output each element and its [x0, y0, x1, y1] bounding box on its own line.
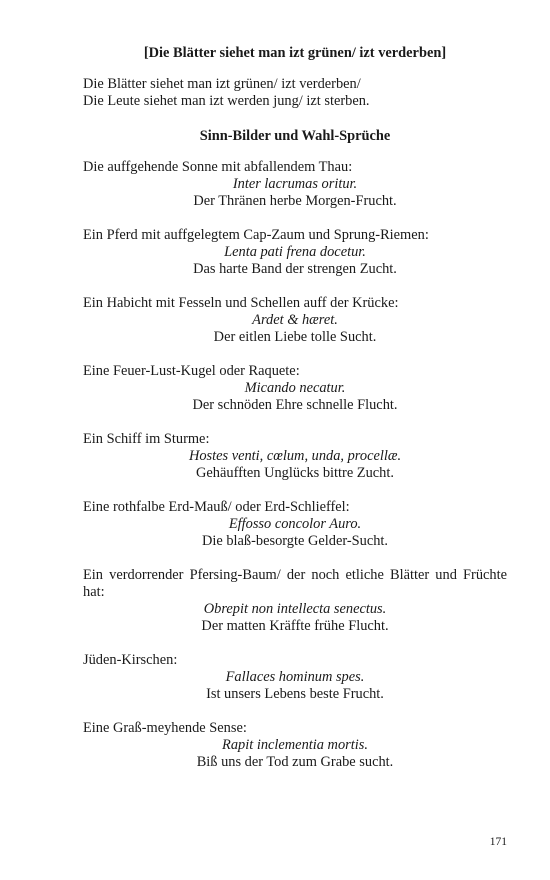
emblem-entry — [83, 295, 507, 346]
emblem-motto-german: Der eitlen Liebe tolle Sucht. — [213, 329, 377, 345]
emblem-description: Eine Graß-meyhende Sense: — [83, 720, 247, 736]
emblem-motto-latin: Lenta pati frena docetur. — [224, 244, 366, 260]
page-body — [83, 45, 507, 788]
emblem-description: Ein Habicht mit Fesseln und Schellen auff der Krücke: — [83, 295, 399, 311]
emblem-motto-latin: Obrepit non intellecta senectus. — [203, 601, 387, 617]
emblem-description: Ein Pferd mit auffgelegtem Cap-Zaum und Sprung-Riemen: — [83, 227, 429, 243]
emblem-motto-german: Ist unsers Lebens beste Frucht. — [206, 686, 384, 702]
emblem-entry — [83, 431, 507, 482]
emblem-description: Eine rothfalbe Erd-Mauß/ oder Erd-Schlieffel: — [83, 499, 350, 515]
emblem-motto-german: Der schnöden Ehre schnelle Flucht. — [192, 397, 398, 413]
emblem-entry — [83, 652, 507, 703]
poem-line: Die Blätter siehet man izt grünen/ izt verderben/ — [83, 76, 361, 92]
section-heading: Sinn-Bilder und Wahl-Sprüche — [199, 128, 391, 144]
emblem-description: Eine Feuer-Lust-Kugel oder Raquete: — [83, 363, 300, 379]
emblem-motto-latin: Micando necatur. — [244, 380, 346, 396]
emblem-entry — [83, 159, 507, 210]
emblem-description: Die auffgehende Sonne mit abfallendem Thau: — [83, 159, 353, 175]
emblem-motto-german: Der matten Kräffte frühe Flucht. — [201, 618, 389, 634]
emblem-description: Jüden-Kirschen: — [83, 652, 178, 668]
poem-line: Die Leute siehet man izt werden jung/ izt sterben. — [83, 93, 370, 109]
emblem-motto-german: Das harte Band der strengen Zucht. — [193, 261, 397, 277]
page-number: 171 — [489, 836, 507, 848]
emblem-entry — [83, 720, 507, 771]
emblem-description: Ein verdorrender Pfersing-Baum/ der noch etliche Blätter und Früchte hat: — [83, 567, 507, 600]
emblem-motto-latin: Effosso concolor Auro. — [228, 516, 362, 532]
emblem-description: Ein Schiff im Sturme: — [83, 431, 210, 447]
emblem-entry — [83, 567, 507, 635]
poem-title: [Die Blätter siehet man izt grünen/ izt verderben] — [143, 45, 447, 61]
emblem-motto-german: Der Thränen herbe Morgen-Frucht. — [193, 193, 397, 209]
emblem-motto-latin: Rapit inclementia mortis. — [222, 737, 368, 753]
emblem-motto-latin: Ardet & hæret. — [252, 312, 338, 328]
emblem-motto-german: Biß uns der Tod zum Grabe sucht. — [196, 754, 394, 770]
emblem-entry — [83, 363, 507, 414]
emblem-motto-german: Gehäufften Unglücks bittre Zucht. — [196, 465, 394, 481]
emblem-motto-latin: Hostes venti, cœlum, unda, procellæ. — [188, 448, 402, 464]
emblem-entry — [83, 227, 507, 278]
emblem-motto-german: Die blaß-besorgte Gelder-Sucht. — [201, 533, 389, 549]
emblem-motto-latin: Fallaces hominum spes. — [225, 669, 365, 685]
emblem-entry — [83, 499, 507, 550]
emblem-motto-latin: Inter lacrumas oritur. — [232, 176, 358, 192]
